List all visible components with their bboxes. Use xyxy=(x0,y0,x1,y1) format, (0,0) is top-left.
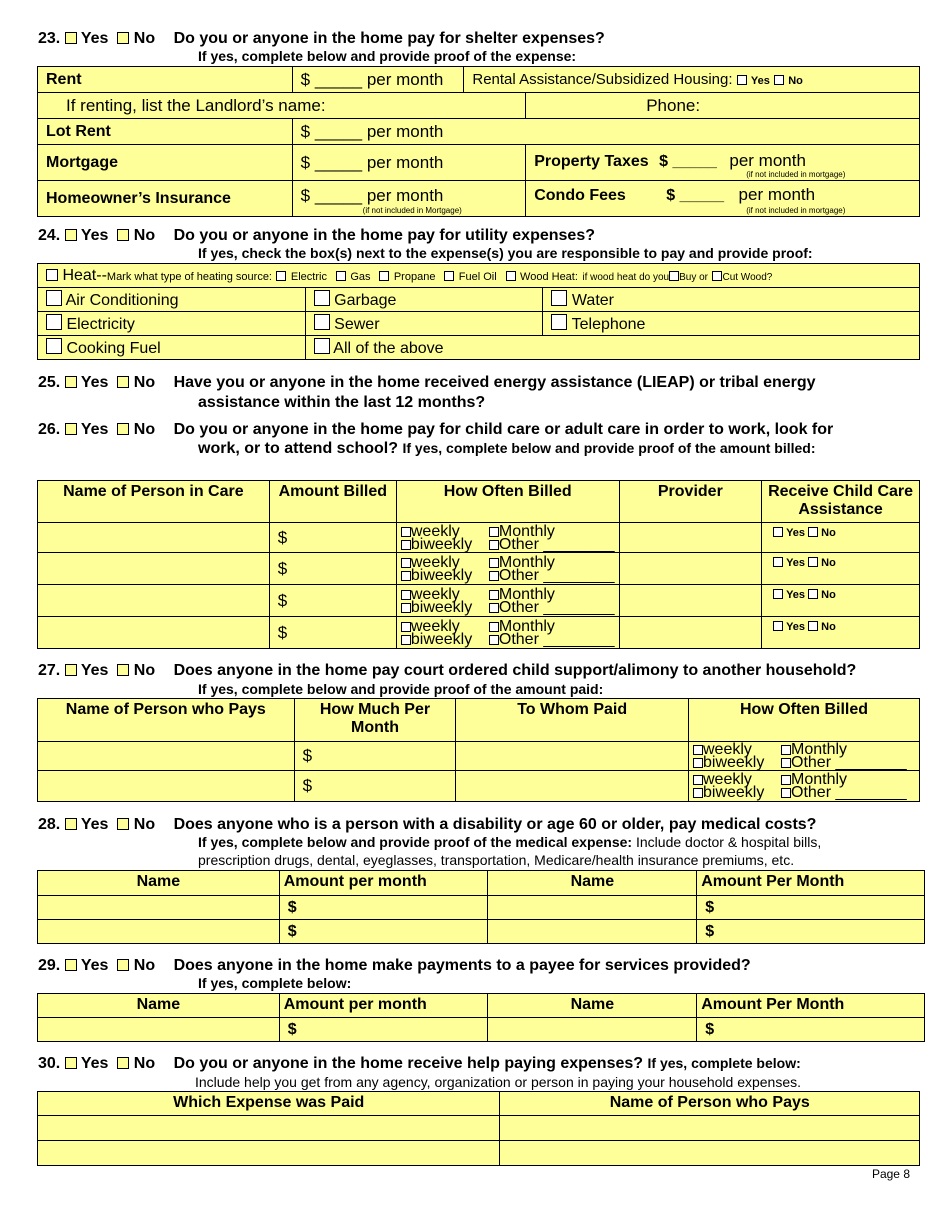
q26-no-checkbox[interactable] xyxy=(117,423,129,435)
expense-paid-field[interactable] xyxy=(38,1141,500,1166)
mortgage-amount[interactable]: $ _____ per month xyxy=(292,145,526,181)
heat-label: Heat-- xyxy=(62,266,107,284)
q26-question-cont xyxy=(198,440,816,458)
q28-line xyxy=(38,816,816,834)
biweekly-checkbox[interactable] xyxy=(401,635,411,645)
q25-no-checkbox[interactable] xyxy=(117,376,129,388)
biweekly-checkbox[interactable] xyxy=(693,758,703,768)
biweekly-checkbox[interactable] xyxy=(401,571,411,581)
medical-amount-field[interactable]: $ xyxy=(697,896,925,920)
assistance-options: Yes No xyxy=(762,553,920,585)
assistance-no-checkbox[interactable] xyxy=(808,621,818,631)
q28-no-checkbox[interactable] xyxy=(117,818,129,830)
assistance-no-checkbox[interactable] xyxy=(808,557,818,567)
electricity-checkbox[interactable] xyxy=(46,314,62,330)
q29-yes-checkbox[interactable] xyxy=(65,959,77,971)
q26-line xyxy=(38,421,833,439)
sewer-checkbox[interactable] xyxy=(314,314,330,330)
q28-instructions-cont: prescription drugs, dental, eyeglasses, transportation, Medicare/health insurance premiums, etc. xyxy=(198,852,795,868)
person-in-care-field[interactable] xyxy=(38,585,270,617)
payee-table xyxy=(37,993,925,1042)
q27-yes-label: Yes xyxy=(80,662,109,679)
rental-assistance-cell xyxy=(464,67,920,93)
utility-sewer[interactable]: Sewer xyxy=(305,312,543,336)
air-conditioning-checkbox[interactable] xyxy=(46,290,62,306)
monthly-checkbox[interactable] xyxy=(489,527,499,537)
q30-instructions: If yes, complete below: xyxy=(647,1055,801,1071)
medical-amount-field[interactable]: $ xyxy=(697,920,925,944)
frequency-options: weekly Monthly biweekly Other ________ xyxy=(689,771,920,802)
to-whom-field[interactable] xyxy=(456,742,689,771)
amount-billed-field[interactable]: $ xyxy=(269,617,396,649)
person-who-pays-field[interactable] xyxy=(500,1116,920,1141)
mortgage-label: Mortgage xyxy=(38,145,293,181)
homeowners-insurance-blank: $ _____ per month xyxy=(300,185,444,205)
header-how-much: How Much Per Month xyxy=(294,699,456,742)
medical-costs-table xyxy=(37,870,925,944)
condo-fees-label: Condo Fees xyxy=(534,186,626,204)
assistance-options: Yes No xyxy=(762,523,920,553)
child-care-row xyxy=(38,585,920,617)
heat-fuel-oil-label: Fuel Oil xyxy=(458,270,497,283)
header-name-2: Name xyxy=(488,994,697,1018)
rental-assistance-no-label: No xyxy=(788,75,803,87)
q28-instructions: If yes, complete below and provide proof of the medical expense: Include doctor & hospital bills, xyxy=(198,834,822,850)
other-checkbox[interactable] xyxy=(489,603,499,613)
person-who-pays-field[interactable] xyxy=(38,742,295,771)
q26-yes-checkbox[interactable] xyxy=(65,423,77,435)
q30-yes-label: Yes xyxy=(80,1055,109,1072)
q25-line xyxy=(38,374,816,392)
water-checkbox[interactable] xyxy=(551,290,567,306)
q30-yes-checkbox[interactable] xyxy=(65,1057,77,1069)
heat-electric-checkbox[interactable] xyxy=(276,271,286,281)
help-paying-table xyxy=(37,1091,920,1166)
wood-note: if wood heat do you xyxy=(582,271,670,283)
header-how-often: How Often Billed xyxy=(396,481,619,523)
q30-no-checkbox[interactable] xyxy=(117,1057,129,1069)
q28-no-label: No xyxy=(133,816,156,833)
q29-no-checkbox[interactable] xyxy=(117,959,129,971)
rental-assistance-yes-checkbox[interactable] xyxy=(737,75,747,85)
payee-amount-field[interactable]: $ xyxy=(279,1018,488,1042)
biweekly-checkbox[interactable] xyxy=(401,603,411,613)
q26-question: Do you or anyone in the home pay for child care or adult care in order to work, look for xyxy=(173,421,834,438)
person-who-pays-field[interactable] xyxy=(500,1141,920,1166)
q28-yes-checkbox[interactable] xyxy=(65,818,77,830)
header-amount-billed: Amount Billed xyxy=(269,481,396,523)
utility-water[interactable]: Water xyxy=(543,288,920,312)
property-taxes-per-month: per month xyxy=(729,150,806,170)
header-name-1: Name xyxy=(38,871,280,896)
heat-gas-checkbox[interactable] xyxy=(336,271,346,281)
assistance-options: Yes No xyxy=(762,617,920,649)
to-whom-field[interactable] xyxy=(456,771,689,802)
utility-telephone[interactable]: Telephone xyxy=(543,312,920,336)
heat-fuel-oil-checkbox[interactable] xyxy=(444,271,454,281)
rental-assistance-label: Rental Assistance/Subsidized Housing: xyxy=(472,71,733,88)
heat-checkbox[interactable] xyxy=(46,269,58,281)
medical-amount-field[interactable]: $ xyxy=(279,896,488,920)
weekly-checkbox[interactable] xyxy=(401,622,411,632)
cooking-fuel-checkbox[interactable] xyxy=(46,338,62,354)
amount-billed-field[interactable]: $ xyxy=(269,523,396,553)
frequency-options: weekly Monthly biweekly Other ________ xyxy=(396,553,619,585)
rental-assistance-yes-label: Yes xyxy=(750,75,770,87)
utility-electricity[interactable]: Electricity xyxy=(38,312,306,336)
q26-yes-label: Yes xyxy=(80,421,109,438)
assistance-yes-checkbox[interactable] xyxy=(773,589,783,599)
heat-gas-label: Gas xyxy=(350,270,371,283)
child-support-row xyxy=(38,742,920,771)
person-in-care-field[interactable] xyxy=(38,523,270,553)
q23-yes-checkbox[interactable] xyxy=(65,32,77,44)
q25-number: 25. xyxy=(38,374,61,391)
person-in-care-field[interactable] xyxy=(38,617,270,649)
rental-assistance-no-checkbox[interactable] xyxy=(774,75,784,85)
assistance-yes-checkbox[interactable] xyxy=(773,557,783,567)
header-how-often-billed: How Often Billed xyxy=(689,699,920,742)
q30-instructions-cont: Include help you get from any agency, organization or person in paying your household expenses. xyxy=(195,1074,802,1090)
monthly-checkbox[interactable] xyxy=(489,558,499,568)
q25-no-label: No xyxy=(133,374,156,391)
q24-yes-label: Yes xyxy=(80,227,109,244)
monthly-checkbox[interactable] xyxy=(489,590,499,600)
condo-fees-per-month: per month xyxy=(738,184,816,204)
frequency-options: weekly Monthly biweekly Other ________ xyxy=(396,523,619,553)
frequency-options: weekly Monthly biweekly Other ________ xyxy=(689,742,920,771)
property-taxes-blank: $ _____ xyxy=(659,152,717,170)
q30-no-label: No xyxy=(133,1055,156,1072)
q23-no-checkbox[interactable] xyxy=(117,32,129,44)
rent-amount[interactable]: $ _____ per month xyxy=(292,67,464,93)
header-person-who-pays: Name of Person who Pays xyxy=(500,1092,920,1116)
q25-yes-label: Yes xyxy=(80,374,109,391)
medical-name-field[interactable] xyxy=(38,920,280,944)
child-care-table xyxy=(37,480,920,649)
q28-instructions-detail: Include doctor & hospital bills, xyxy=(636,834,822,850)
wood-cut-checkbox[interactable] xyxy=(712,271,722,281)
utility-garbage[interactable]: Garbage xyxy=(305,288,543,312)
medical-amount-field[interactable]: $ xyxy=(279,920,488,944)
q27-instructions: If yes, complete below and provide proof of the amount paid: xyxy=(198,681,604,697)
other-checkbox[interactable] xyxy=(489,571,499,581)
medical-name-field[interactable] xyxy=(488,896,697,920)
q24-line xyxy=(38,227,595,245)
header-provider: Provider xyxy=(619,481,762,523)
heat-note: Mark what type of heating source: xyxy=(106,270,272,283)
child-care-row xyxy=(38,523,920,553)
utilities-table xyxy=(37,263,920,360)
heat-electric-label: Electric xyxy=(290,270,327,283)
child-support-row xyxy=(38,771,920,802)
q24-instructions: If yes, check the box(s) next to the expense(s) you are responsible to pay and provide proof: xyxy=(198,245,813,261)
q26-instructions: If yes, complete below and provide proof of the amount billed: xyxy=(402,440,816,456)
person-in-care-field[interactable] xyxy=(38,553,270,585)
header-person-who-pays: Name of Person who Pays xyxy=(38,699,295,742)
payee-amount-field[interactable]: $ xyxy=(697,1018,925,1042)
header-amount-2: Amount Per Month xyxy=(697,994,925,1018)
other-checkbox[interactable] xyxy=(781,788,791,798)
other-checkbox[interactable] xyxy=(489,540,499,550)
shelter-table xyxy=(37,66,920,217)
property-taxes-label: Property Taxes xyxy=(534,152,649,170)
header-amount-1: Amount per month xyxy=(279,994,488,1018)
heat-propane-label: Propane xyxy=(393,270,436,283)
frequency-options: weekly Monthly biweekly Other ________ xyxy=(396,617,619,649)
q29-no-label: No xyxy=(133,957,156,974)
assistance-yes-checkbox[interactable] xyxy=(773,527,783,537)
provider-field[interactable] xyxy=(619,617,762,649)
homeowners-insurance-amount[interactable] xyxy=(292,181,526,217)
q29-yes-label: Yes xyxy=(80,957,109,974)
q26-number: 26. xyxy=(38,421,61,438)
q24-number: 24. xyxy=(38,227,61,244)
frequency-options: weekly Monthly biweekly Other ________ xyxy=(396,585,619,617)
homeowners-insurance-label: Homeowner’s Insurance xyxy=(38,181,293,217)
person-who-pays-field[interactable] xyxy=(38,771,295,802)
expense-paid-field[interactable] xyxy=(38,1116,500,1141)
q28-yes-label: Yes xyxy=(80,816,109,833)
header-to-whom: To Whom Paid xyxy=(456,699,689,742)
q27-line xyxy=(38,662,856,680)
q27-number: 27. xyxy=(38,662,61,679)
landlord-phone-field[interactable]: Phone: xyxy=(526,93,920,119)
monthly-checkbox[interactable] xyxy=(489,622,499,632)
assistance-no-checkbox[interactable] xyxy=(808,589,818,599)
child-support-table xyxy=(37,698,920,802)
weekly-checkbox[interactable] xyxy=(693,745,703,755)
assistance-options: Yes No xyxy=(762,585,920,617)
other-checkbox[interactable] xyxy=(781,758,791,768)
assistance-yes-checkbox[interactable] xyxy=(773,621,783,631)
weekly-checkbox[interactable] xyxy=(401,558,411,568)
biweekly-checkbox[interactable] xyxy=(693,788,703,798)
provider-field[interactable] xyxy=(619,553,762,585)
header-amount-1: Amount per month xyxy=(279,871,488,896)
q29-instructions: If yes, complete below: xyxy=(198,975,352,991)
payee-name-field[interactable] xyxy=(38,1018,280,1042)
weekly-checkbox[interactable] xyxy=(401,527,411,537)
utility-all-of-the-above[interactable]: All of the above xyxy=(305,336,919,360)
provider-field[interactable] xyxy=(619,523,762,553)
weekly-checkbox[interactable] xyxy=(401,590,411,600)
condo-fees-blank: $ _____ xyxy=(666,186,725,204)
q27-yes-checkbox[interactable] xyxy=(65,664,77,676)
q27-no-checkbox[interactable] xyxy=(117,664,129,676)
medical-name-field[interactable] xyxy=(38,896,280,920)
assistance-no-checkbox[interactable] xyxy=(808,527,818,537)
monthly-checkbox[interactable] xyxy=(781,745,791,755)
q25-yes-checkbox[interactable] xyxy=(65,376,77,388)
q30-line xyxy=(38,1055,801,1073)
q30-number: 30. xyxy=(38,1055,61,1072)
header-child-care-assistance: Receive Child Care Assistance xyxy=(762,481,920,523)
q23-no-label: No xyxy=(133,30,156,47)
utility-air-conditioning[interactable]: Air Conditioning xyxy=(38,288,306,312)
all-of-the-above-checkbox[interactable] xyxy=(314,338,330,354)
q26-no-label: No xyxy=(133,421,156,438)
q24-no-checkbox[interactable] xyxy=(117,229,129,241)
homeowners-insurance-note: (if not included in Mortgage) xyxy=(362,206,462,215)
header-name-in-care: Name of Person in Care xyxy=(38,481,270,523)
q29-line xyxy=(38,957,751,975)
medical-name-field[interactable] xyxy=(488,920,697,944)
amount-billed-field[interactable]: $ xyxy=(269,585,396,617)
q23-instructions: If yes, complete below and provide proof of the expense: xyxy=(198,48,577,64)
provider-field[interactable] xyxy=(619,585,762,617)
header-amount-2: Amount Per Month xyxy=(697,871,925,896)
q28-number: 28. xyxy=(38,816,61,833)
how-much-field[interactable]: $ xyxy=(294,742,456,771)
how-much-field[interactable]: $ xyxy=(294,771,456,802)
garbage-checkbox[interactable] xyxy=(314,290,330,306)
q29-number: 29. xyxy=(38,957,61,974)
amount-billed-field[interactable]: $ xyxy=(269,553,396,585)
q24-question: Do you or anyone in the home pay for utility expenses? xyxy=(173,227,595,244)
q28-question: Does anyone who is a person with a disability or age 60 or older, pay medical costs? xyxy=(173,816,817,833)
header-name-2: Name xyxy=(488,871,697,896)
q23-question: Do you or anyone in the home pay for shelter expenses? xyxy=(173,30,605,47)
property-taxes-cell[interactable] xyxy=(526,145,920,181)
q29-question: Does anyone in the home make payments to a payee for services provided? xyxy=(173,957,751,974)
heat-propane-checkbox[interactable] xyxy=(379,271,389,281)
payee-name-field[interactable] xyxy=(488,1018,697,1042)
monthly-checkbox[interactable] xyxy=(781,775,791,785)
q23-number: 23. xyxy=(38,30,61,47)
wood-buy-checkbox[interactable] xyxy=(669,271,679,281)
heat-row xyxy=(38,264,920,288)
q23-yes-label: Yes xyxy=(80,30,109,47)
condo-fees-cell[interactable] xyxy=(526,181,920,217)
q23-line xyxy=(38,30,605,48)
lot-rent-amount[interactable]: $ _____ per month xyxy=(292,119,919,145)
condo-fees-note: (if not included in mortgage) xyxy=(746,206,846,215)
lot-rent-label: Lot Rent xyxy=(38,119,293,145)
q26-question-line2: work, or to attend school? xyxy=(198,440,399,457)
wood-buy-label: Buy or xyxy=(679,271,709,283)
biweekly-checkbox[interactable] xyxy=(401,540,411,550)
landlord-name-field[interactable]: If renting, list the Landlord’s name: xyxy=(38,93,526,119)
heat-wood-checkbox[interactable] xyxy=(506,271,516,281)
weekly-checkbox[interactable] xyxy=(693,775,703,785)
header-expense-paid: Which Expense was Paid xyxy=(38,1092,500,1116)
child-care-row xyxy=(38,553,920,585)
rent-label: Rent xyxy=(38,67,293,93)
q27-no-label: No xyxy=(133,662,156,679)
header-name-1: Name xyxy=(38,994,280,1018)
q25-question-cont: assistance within the last 12 months? xyxy=(198,394,486,411)
other-checkbox[interactable] xyxy=(489,635,499,645)
q24-no-label: No xyxy=(133,227,156,244)
page-number: Page 8 xyxy=(871,1167,910,1181)
wood-cut-label: Cut Wood? xyxy=(722,271,773,283)
q25-question: Have you or anyone in the home received energy assistance (LIEAP) or tribal energy xyxy=(173,374,816,391)
heat-wood-label: Wood Heat: xyxy=(520,270,578,283)
utility-cooking-fuel[interactable]: Cooking Fuel xyxy=(38,336,306,360)
q30-question: Do you or anyone in the home receive help paying expenses? xyxy=(173,1055,644,1072)
q24-yes-checkbox[interactable] xyxy=(65,229,77,241)
child-care-row xyxy=(38,617,920,649)
q27-question: Does anyone in the home pay court ordered child support/alimony to another household? xyxy=(173,662,857,679)
property-taxes-note: (if not included in mortgage) xyxy=(746,170,846,179)
telephone-checkbox[interactable] xyxy=(551,314,567,330)
